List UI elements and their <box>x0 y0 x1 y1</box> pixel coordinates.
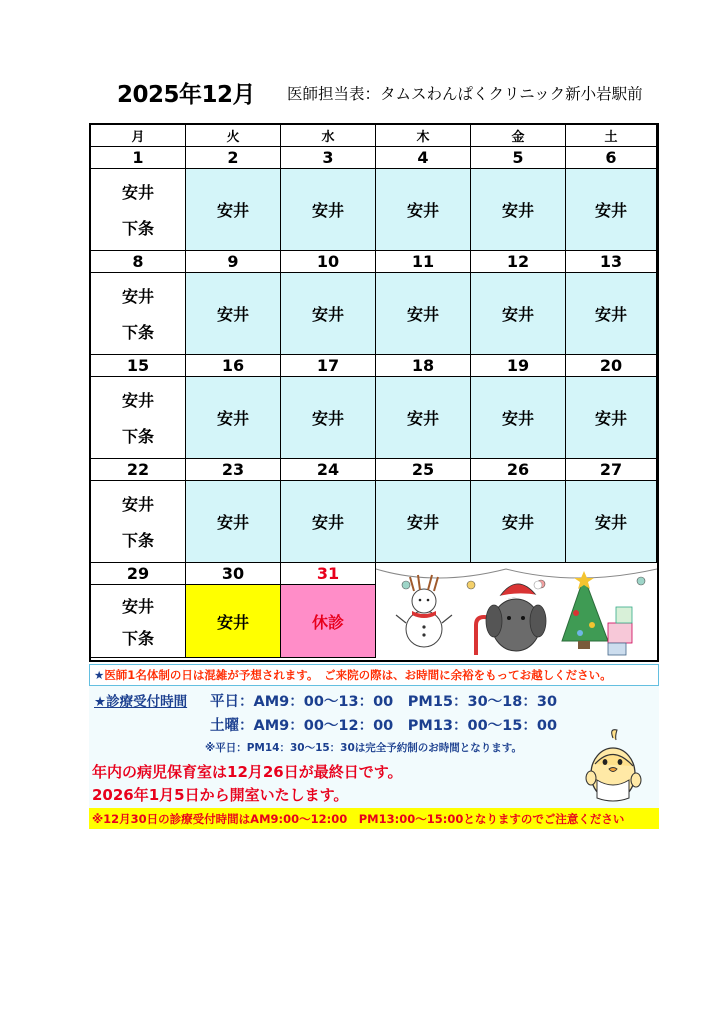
date-cell: 27 <box>566 459 657 481</box>
date-cell: 25 <box>376 459 471 481</box>
date-cell: 1 <box>91 147 186 169</box>
weekday-hours: 平日：AM9：00～13：00 PM15：30～18：30 <box>210 694 558 710</box>
crowding-notice-text: 医師1名体制の日は混雑が予想されます。 ご来院の際は、お時間に余裕をもってお越しください。 <box>104 668 612 682</box>
doctor-cell: 安井 <box>566 481 657 563</box>
page-title: 2025年12月 <box>117 82 256 108</box>
date-cell: 26 <box>471 459 566 481</box>
info-panel <box>89 686 659 808</box>
date-cell: 9 <box>186 251 281 273</box>
doctor-cell: 休診 <box>281 585 376 658</box>
doctor-cell: 安井 <box>376 377 471 459</box>
date-cell: 4 <box>376 147 471 169</box>
monday-doctor-cell <box>91 585 186 658</box>
monday-doctor-name: 安井 <box>121 390 154 410</box>
date-cell: 24 <box>281 459 376 481</box>
doctor-cell: 安井 <box>186 169 281 251</box>
date-cell: 16 <box>186 355 281 377</box>
doctor-cell: 安井 <box>566 377 657 459</box>
date-cell: 12 <box>471 251 566 273</box>
date-cell: 20 <box>566 355 657 377</box>
date-cell: 3 <box>281 147 376 169</box>
sick-care-last-day: 年内の病児保育室は12月26日が最終日です。 <box>92 763 403 781</box>
date-cell: 22 <box>91 459 186 481</box>
dec30-hours-notice: ※12月30日の診療受付時間はAM9:00～12:00 PM13:00～15:00となりますのでご注意ください <box>89 808 659 829</box>
doctor-calendar <box>89 123 659 662</box>
crowding-notice <box>89 664 659 686</box>
monday-doctor-name: 安井 <box>121 494 154 514</box>
reservation-note: ※平日：PM14：30～15：30は完全予約制のお時間となります。 <box>205 742 522 754</box>
chick-mascot-icon <box>583 724 645 804</box>
clinic-subtitle: 医師担当表：タムスわんぱくクリニック新小岩駅前 <box>287 85 643 103</box>
doctor-cell: 安井 <box>471 481 566 563</box>
doctor-cell: 安井 <box>376 169 471 251</box>
monday-doctor-name: 下条 <box>121 628 154 648</box>
doctor-cell: 安井 <box>566 169 657 251</box>
monday-doctor-name: 下条 <box>121 427 154 447</box>
monday-doctor-name: 下条 <box>121 531 154 551</box>
doctor-cell: 安井 <box>281 169 376 251</box>
monday-doctor-name: 安井 <box>121 182 154 202</box>
weekday-header: 火 <box>186 125 281 147</box>
monday-doctor-cell <box>91 377 186 459</box>
doctor-cell: 安井 <box>471 377 566 459</box>
doctor-cell: 安井 <box>186 273 281 355</box>
weekday-header: 金 <box>471 125 566 147</box>
doctor-cell: 安井 <box>566 273 657 355</box>
date-cell: 13 <box>566 251 657 273</box>
date-cell: 8 <box>91 251 186 273</box>
date-cell: 31 <box>281 563 376 585</box>
date-cell: 18 <box>376 355 471 377</box>
star-icon: ★ <box>94 668 105 682</box>
date-cell: 17 <box>281 355 376 377</box>
date-cell: 30 <box>186 563 281 585</box>
christmas-illustration <box>376 563 657 658</box>
monday-doctor-name: 下条 <box>121 323 154 343</box>
saturday-hours: 土曜：AM9：00～12：00 PM13：00～15：00 <box>210 718 558 734</box>
date-cell: 15 <box>91 355 186 377</box>
doctor-cell: 安井 <box>281 481 376 563</box>
doctor-cell: 安井 <box>376 481 471 563</box>
monday-doctor-cell <box>91 481 186 563</box>
date-cell: 11 <box>376 251 471 273</box>
doctor-cell: 安井 <box>471 169 566 251</box>
monday-doctor-cell <box>91 169 186 251</box>
doctor-cell: 安井 <box>186 585 281 658</box>
monday-doctor-name: 下条 <box>121 219 154 239</box>
date-cell: 5 <box>471 147 566 169</box>
monday-doctor-cell <box>91 273 186 355</box>
doctor-cell: 安井 <box>186 481 281 563</box>
christmas-scene-icon <box>376 563 657 658</box>
date-cell: 2 <box>186 147 281 169</box>
doctor-cell: 安井 <box>281 273 376 355</box>
date-cell: 29 <box>91 563 186 585</box>
date-cell: 23 <box>186 459 281 481</box>
weekday-header: 月 <box>91 125 186 147</box>
date-cell: 6 <box>566 147 657 169</box>
date-cell: 19 <box>471 355 566 377</box>
sick-care-reopen: 2026年1月5日から開室いたします。 <box>92 786 349 804</box>
doctor-cell: 安井 <box>471 273 566 355</box>
hours-label: ★診療受付時間 <box>94 694 188 710</box>
doctor-cell: 安井 <box>281 377 376 459</box>
doctor-cell: 安井 <box>186 377 281 459</box>
weekday-header: 木 <box>376 125 471 147</box>
weekday-header: 土 <box>566 125 657 147</box>
date-cell: 10 <box>281 251 376 273</box>
weekday-header: 水 <box>281 125 376 147</box>
doctor-cell: 安井 <box>376 273 471 355</box>
monday-doctor-name: 安井 <box>121 286 154 306</box>
monday-doctor-name: 安井 <box>121 596 154 616</box>
